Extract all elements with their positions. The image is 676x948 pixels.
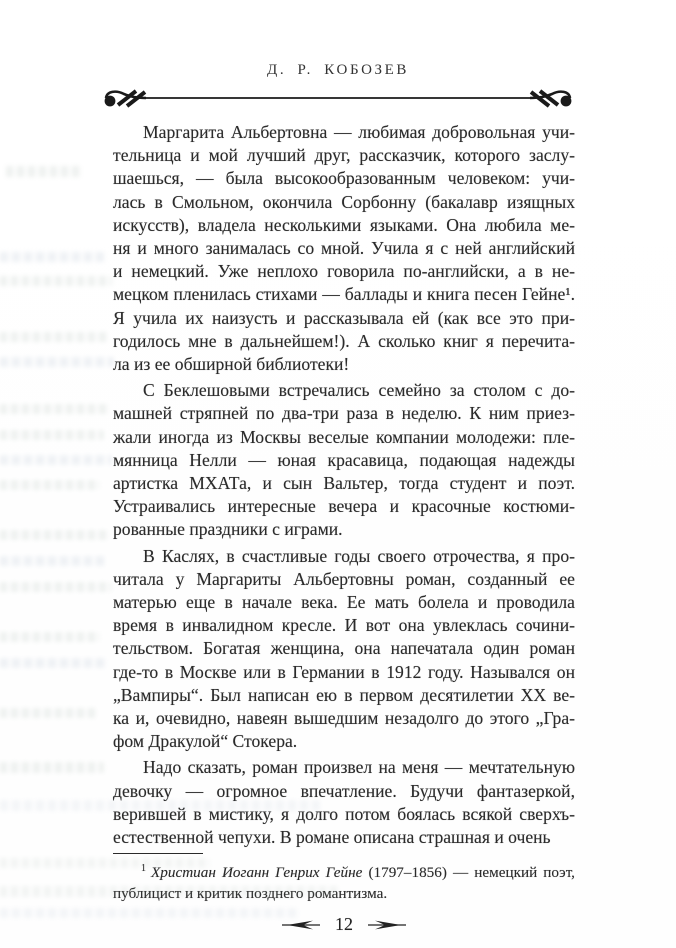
bleed-through-artifact xyxy=(0,404,110,414)
text-line: шаешься, — была высокообразованным человеком: учи- xyxy=(113,168,575,189)
bleed-through-artifact xyxy=(0,762,104,773)
text-line: годилось мне в дальнейшем!). А сколько книг я перечита- xyxy=(113,330,575,351)
bleed-through-artifact xyxy=(0,530,110,540)
footnote-separator xyxy=(113,853,203,854)
text-line: ня и много занималась со мной. Учила я с ней английский xyxy=(113,238,575,259)
text-line: машней стряпней по два-три раза в неделю. К ним приез- xyxy=(113,403,575,424)
text-line: и немецкий. Уже неплохо говорила по-английски, а в не- xyxy=(113,261,575,282)
footnote-rest: (1797–1856) — немецкий поэт, публицист и критик позднего романтизма. xyxy=(113,864,575,902)
bleed-through-artifact xyxy=(0,556,106,566)
text-line: мянница Нелли — юная красавица, подающая надежды xyxy=(113,449,575,470)
text-line: артистка МХАТа, и сын Вальтер, тогда студент и поэт. xyxy=(113,473,575,494)
footnote-text xyxy=(113,859,575,904)
text-line: ка и, очевидно, навеян вышедшим незадолго до этого „Гра- xyxy=(113,708,575,729)
bleed-through-artifact xyxy=(0,430,104,440)
text-line: Устраивались интересные вечера и красочные костюми- xyxy=(113,496,575,517)
bleed-through-artifact xyxy=(6,166,82,177)
text-line: матерью еще в начале века. Ее мать болела и проводила xyxy=(113,592,575,613)
paragraph xyxy=(113,756,575,849)
running-header-author: Д. Р. КОБОЗЕВ xyxy=(267,62,409,78)
page-footer xyxy=(113,914,575,935)
text-line: тельница и мой лучший друг, рассказчик, которого заслу- xyxy=(113,145,575,166)
text-line: где-то в Москве или в Германии в 1912 году. Назывался он xyxy=(113,661,575,682)
bleed-through-artifact xyxy=(0,252,104,262)
page-number: 12 xyxy=(335,914,353,935)
text-line: время в инвалидном кресле. И вот она увлеклась сочини- xyxy=(113,615,575,636)
text-line: жали иногда из Москвы веселые компании молодежи: пле- xyxy=(113,426,575,447)
text-line: девочку — огромное впечатление. Будучи фантазеркой, xyxy=(113,780,575,801)
footnote xyxy=(113,853,575,904)
bleed-through-artifact xyxy=(0,332,108,342)
paragraph xyxy=(113,121,575,376)
bleed-through-artifact xyxy=(0,632,100,642)
paragraph xyxy=(113,379,575,541)
bleed-through-artifact xyxy=(0,658,108,668)
bleed-through-artifact xyxy=(0,708,96,718)
text-line: искусств), владела несколькими языками. Она любила ме- xyxy=(113,214,575,235)
header-flourish-divider xyxy=(102,86,574,110)
text-line: С Беклешовыми встречались семейно за столом с до- xyxy=(143,380,575,401)
text-line: В Каслях, в счастливые годы своего отрочества, я про- xyxy=(143,545,575,566)
text-line: Я учила их наизусть и рассказывала ей (как все это при- xyxy=(113,307,575,328)
text-line: Маргарита Альбертовна — любимая добровольная учи- xyxy=(143,122,575,142)
text-line: верившей в мистику, я долго потом боялась всякой сверхъ- xyxy=(113,803,575,824)
text-line: мецком пленилась стихами — баллады и книга песен Гейне¹. xyxy=(113,284,575,305)
folio-right-arrow-ornament xyxy=(368,919,406,931)
footnote-marker: 1 xyxy=(141,863,146,875)
text-line: „Вампиры“. Был написан ею в первом десятилетии XX ве- xyxy=(113,684,575,705)
text-line: ла из ее обширной библиотеки! xyxy=(113,354,350,375)
text-line: тельством. Богатая женщина, она напечатала один роман xyxy=(113,638,575,659)
text-line: Надо сказать, роман произвел на меня — мечтательную xyxy=(143,757,575,778)
bleed-through-artifact xyxy=(0,357,114,367)
text-line: естественной чепухи. В романе описана страшная и очень xyxy=(113,827,551,848)
bleed-through-artifact xyxy=(0,582,112,592)
text-line: лась в Смольном, окончила Сорбонну (бакалавр изящных xyxy=(113,191,575,212)
text-line: читала у Маргариты Альбертовны роман, созданный ее xyxy=(113,568,575,589)
bleed-through-artifact xyxy=(0,455,112,465)
folio-left-arrow-ornament xyxy=(282,919,320,931)
text-line: фом Дракулой“ Стокера. xyxy=(113,731,298,752)
body-text xyxy=(113,121,575,849)
paragraph xyxy=(113,545,575,754)
text-line: рованные праздники с играми. xyxy=(113,519,343,540)
bleed-through-artifact xyxy=(0,276,112,286)
bleed-through-artifact xyxy=(0,480,100,490)
footnote-person-name: Христиан Иоганн Генрих Гейне xyxy=(151,864,363,882)
